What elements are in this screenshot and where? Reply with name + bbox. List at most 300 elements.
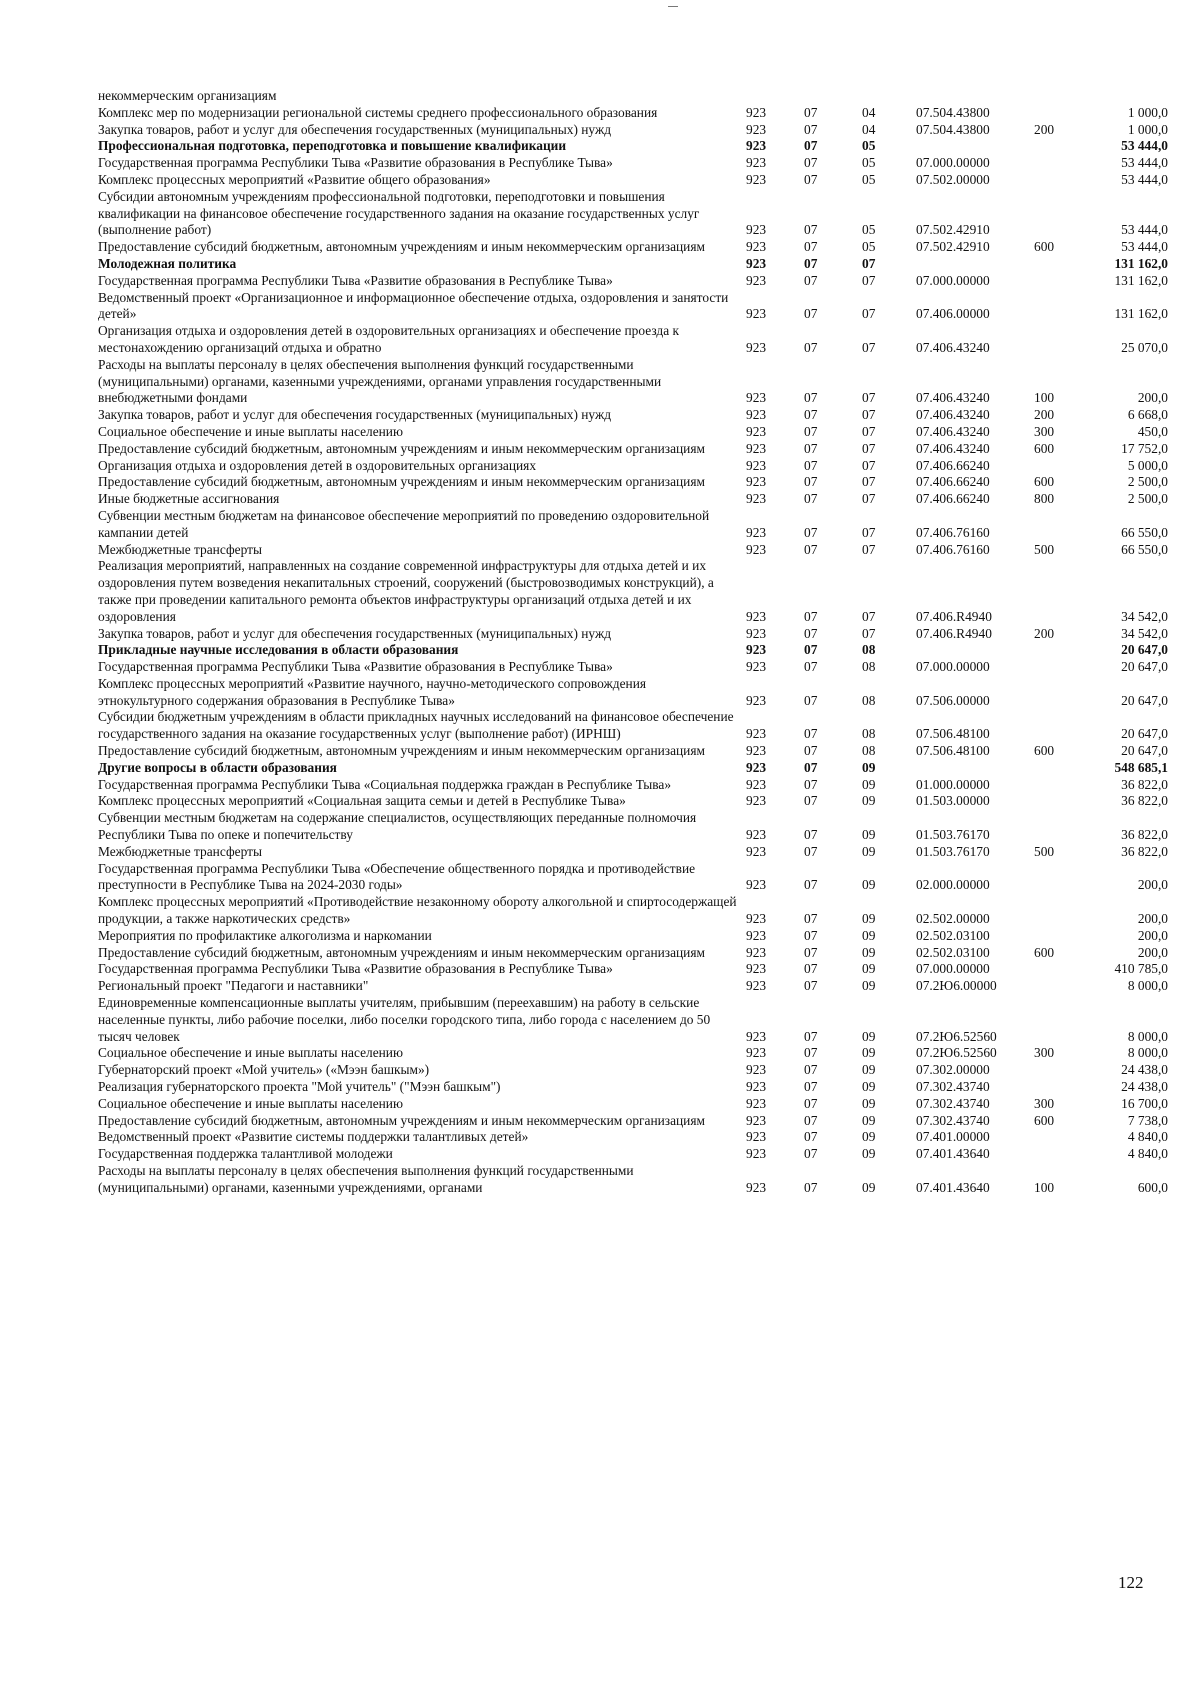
code-pr: 09 [862,944,876,960]
code-vr: 300 [1034,1095,1055,1111]
code-csr: 07.406.43240 [916,339,990,355]
amount: 8 000,0 [1127,978,1168,994]
table-row [98,861,1168,895]
amount: 36 822,0 [1121,827,1168,843]
code-vr [1034,760,1086,777]
table-row [98,1129,1168,1146]
code-vr [1034,256,1086,273]
code-gr: 923 [746,407,767,423]
code-vr: 600 [1034,743,1055,759]
code-csr: 07.401.00000 [916,1129,990,1145]
expense-name: Социальное обеспечение и иные выплаты населению [98,1045,403,1061]
table-row [98,491,1168,508]
amount: 1 000,0 [1127,104,1168,120]
expense-name: Комплекс процессных мероприятий «Противодействие незаконному обороту алкогольной и спиртосодержащей продукции, а также наркотических средств» [98,894,737,927]
code-gr: 923 [746,608,767,624]
code-gr: 923 [746,843,767,859]
code-csr: 07.502.42910 [916,239,990,255]
code-pr: 05 [862,155,876,171]
code-rz: 07 [804,793,818,809]
code-gr: 923 [746,339,767,355]
code-gr: 923 [746,1112,767,1128]
code-csr [916,256,1034,273]
code-csr: 07.506.48100 [916,726,990,742]
code-pr: 09 [862,1095,876,1111]
code-pr: 07 [862,255,876,271]
code-csr: 07.406.43240 [916,390,990,406]
code-csr: 07.302.43740 [916,1095,990,1111]
code-csr: 07.2Ю6.00000 [916,978,997,994]
table-row [98,474,1168,491]
code-gr: 923 [746,171,767,187]
expense-name: Профессиональная подготовка, переподготовка и повышение квалификации [98,138,567,154]
table-row [98,424,1168,441]
code-pr: 05 [862,138,876,154]
code-rz: 07 [804,255,818,271]
amount: 131 162,0 [1114,306,1168,322]
table-row [98,709,1168,743]
table-row [98,810,1168,844]
code-gr: 923 [746,911,767,927]
expense-name: Реализация мероприятий, направленных на создание современной инфраструктуры для отдыха детей и их оздоровления путем возведения некапитальных строений, сооружений (быстровозводимых конструкций), а также при проведении капитального ремонта объектов инфраструктуры организаций отдыха детей и их оздоровления [98,558,714,624]
code-vr [1034,1129,1086,1146]
amount: 4 840,0 [1127,1146,1168,1162]
code-vr: 300 [1034,423,1055,439]
code-pr: 09 [862,1028,876,1044]
code-vr [1034,642,1086,659]
code-vr [1034,894,1086,928]
table-row [98,323,1168,357]
amount: 410 785,0 [1114,961,1168,977]
code-csr: 07.406.43240 [916,423,990,439]
code-pr: 05 [862,222,876,238]
code-vr [1034,138,1086,155]
table-row [98,88,1168,105]
code-pr: 08 [862,642,876,658]
code-gr: 923 [746,625,767,641]
code-pr: 07 [862,407,876,423]
expense-name: Государственная программа Республики Тыва «Развитие образования в Республике Тыва» [98,272,613,288]
code-rz: 07 [804,978,818,994]
code-vr [1034,1062,1086,1079]
code-gr: 923 [746,1179,767,1195]
code-rz: 07 [804,1028,818,1044]
table-row [98,256,1168,273]
code-pr: 04 [862,121,876,137]
table-row [98,793,1168,810]
code-vr: 600 [1034,239,1055,255]
code-vr [1034,978,1086,995]
code-vr [1034,172,1086,189]
code-pr: 09 [862,961,876,977]
code-vr: 200 [1034,625,1055,641]
code-vr [1034,290,1086,324]
code-pr: 08 [862,659,876,675]
code-rz: 07 [804,1129,818,1145]
code-rz: 07 [804,843,818,859]
code-pr: 07 [862,423,876,439]
code-vr [1034,105,1086,122]
code-gr: 923 [746,776,767,792]
code-gr: 923 [746,1146,767,1162]
code-vr: 500 [1034,843,1055,859]
amount: 53 444,0 [1121,222,1168,238]
code-csr: 07.504.43800 [916,121,990,137]
expense-name: Субвенции местным бюджетам на содержание специалистов, осуществляющих переданные полномочия Республики Тыва по опеке и попечительству [98,810,697,843]
amount: 34 542,0 [1121,625,1168,641]
expense-name: Другие вопросы в области образования [98,759,337,775]
expense-name: Региональный проект "Педагоги и наставники" [98,978,369,994]
table-row [98,894,1168,928]
code-pr: 07 [862,339,876,355]
expense-name: Организация отдыха и оздоровления детей в оздоровительных организациях [98,457,537,473]
amount: 16 700,0 [1121,1095,1168,1111]
expense-name: Межбюджетные трансферты [98,843,262,859]
amount: 66 550,0 [1121,524,1168,540]
amount: 17 752,0 [1121,440,1168,456]
amount: 8 000,0 [1127,1028,1168,1044]
code-pr: 07 [862,491,876,507]
code-csr: 07.302.43740 [916,1079,990,1095]
code-vr [1034,558,1086,625]
code-pr: 07 [862,541,876,557]
code-csr: 07.406.66240 [916,457,990,473]
code-gr: 923 [746,877,767,893]
code-vr [1034,508,1086,542]
code-gr [746,88,804,105]
code-rz: 07 [804,541,818,557]
expense-name: Молодежная политика [98,255,237,271]
code-vr: 200 [1034,407,1055,423]
code-rz: 07 [804,239,818,255]
code-vr: 500 [1034,541,1055,557]
code-rz: 07 [804,1079,818,1095]
code-gr: 923 [746,1045,767,1061]
code-rz: 07 [804,642,818,658]
amount: 36 822,0 [1121,776,1168,792]
code-pr: 09 [862,759,876,775]
code-pr: 09 [862,1129,876,1145]
code-rz: 07 [804,104,818,120]
amount: 20 647,0 [1121,726,1168,742]
code-pr: 09 [862,927,876,943]
code-csr: 07.406.R4940 [916,625,992,641]
table-row [98,642,1168,659]
amount: 25 070,0 [1121,339,1168,355]
table-row [98,508,1168,542]
code-gr: 923 [746,222,767,238]
expense-name: Социальное обеспечение и иные выплаты населению [98,1095,403,1111]
code-gr: 923 [746,440,767,456]
table-row [98,1113,1168,1130]
code-pr: 08 [862,743,876,759]
code-csr: 02.000.00000 [916,877,990,893]
amount: 53 444,0 [1121,171,1168,187]
code-pr: 09 [862,843,876,859]
expense-name: Единовременные компенсационные выплаты учителям, прибывшим (переехавшим) на работу в сельские населенные пункты, либо рабочие поселки, либо поселки городского типа, либо города с населением до 50 тысяч человек [98,995,711,1044]
expense-name: некоммерческим организациям [98,88,277,103]
table-row [98,122,1168,139]
code-rz: 07 [804,121,818,137]
code-csr: 07.406.76160 [916,541,990,557]
expense-name: Государственная программа Республики Тыва «Развитие образования в Республике Тыва» [98,961,613,977]
code-csr: 01.503.00000 [916,793,990,809]
code-rz: 07 [804,306,818,322]
table-row [98,239,1168,256]
code-gr: 923 [746,474,767,490]
code-vr [1034,928,1086,945]
code-rz: 07 [804,491,818,507]
code-rz: 07 [804,1146,818,1162]
expense-name: Субвенции местным бюджетам на финансовое обеспечение мероприятий по проведению оздоровительной кампании детей [98,507,710,540]
code-gr: 923 [746,541,767,557]
code-rz: 07 [804,625,818,641]
expense-name: Расходы на выплаты персоналу в целях обеспечения выполнения функций государственными (муниципальными) органами, казенными учреждениями, органами управления государственными внебюджетными фондами [98,356,662,406]
code-csr: 07.506.00000 [916,692,990,708]
table-row [98,172,1168,189]
table-row [98,407,1168,424]
code-rz: 07 [804,927,818,943]
code-vr [1034,810,1086,844]
expense-name: Государственная программа Республики Тыва «Развитие образования в Республике Тыва» [98,155,613,171]
code-gr: 923 [746,659,767,675]
table-row [98,777,1168,794]
expense-name: Прикладные научные исследования в области образования [98,642,459,658]
code-csr: 07.504.43800 [916,104,990,120]
code-pr: 09 [862,1179,876,1195]
code-csr: 01.503.76170 [916,827,990,843]
amount: 2 500,0 [1127,474,1168,490]
table-row [98,105,1168,122]
table-row [98,558,1168,625]
code-gr: 923 [746,423,767,439]
code-pr: 09 [862,1146,876,1162]
code-gr: 923 [746,726,767,742]
code-vr: 200 [1034,121,1055,137]
table-row [98,928,1168,945]
code-rz: 07 [804,524,818,540]
code-csr: 07.406.66240 [916,491,990,507]
table-row [98,626,1168,643]
amount: 450,0 [1137,423,1168,439]
code-pr: 09 [862,911,876,927]
table-row [98,273,1168,290]
code-pr: 05 [862,239,876,255]
code-rz: 07 [804,272,818,288]
table-row [98,995,1168,1045]
amount: 200,0 [1137,927,1168,943]
table-row [98,441,1168,458]
code-vr: 800 [1034,491,1055,507]
expense-name: Организация отдыха и оздоровления детей в оздоровительных организациях и обеспечение проезда к местонахождению организаций отдыха и обратно [98,323,679,355]
code-rz: 07 [804,155,818,171]
code-rz: 07 [804,944,818,960]
amount: 53 444,0 [1121,239,1168,255]
code-vr: 600 [1034,474,1055,490]
code-pr: 09 [862,1045,876,1061]
code-pr: 07 [862,608,876,624]
amount: 53 444,0 [1121,138,1168,154]
code-gr: 923 [746,1079,767,1095]
amount: 200,0 [1137,877,1168,893]
expense-name: Иные бюджетные ассигнования [98,491,280,507]
code-pr: 07 [862,625,876,641]
expense-name: Закупка товаров, работ и услуг для обеспечения государственных (муниципальных) нужд [98,121,612,137]
code-rz: 07 [804,1062,818,1078]
amount: 36 822,0 [1121,793,1168,809]
code-pr: 09 [862,978,876,994]
expense-name: Социальное обеспечение и иные выплаты населению [98,423,403,439]
budget-table [98,88,1168,1197]
amount: 24 438,0 [1121,1079,1168,1095]
table-row [98,961,1168,978]
amount [1086,88,1168,105]
code-rz: 07 [804,608,818,624]
table-row [98,458,1168,475]
amount: 34 542,0 [1121,608,1168,624]
amount: 131 162,0 [1114,255,1168,271]
code-vr [1034,273,1086,290]
expense-name: Комплекс мер по модернизации региональной системы среднего профессионального образования [98,104,658,120]
code-gr: 923 [746,978,767,994]
expense-name: Предоставление субсидий бюджетным, автономным учреждениям и иным некоммерческим организациям [98,944,705,960]
code-rz: 07 [804,222,818,238]
code-pr: 09 [862,793,876,809]
code-csr: 07.2Ю6.52560 [916,1045,997,1061]
expense-name: Предоставление субсидий бюджетным, автономным учреждениям и иным некоммерческим организациям [98,440,705,456]
code-csr [916,760,1034,777]
code-gr: 923 [746,1095,767,1111]
code-rz: 07 [804,171,818,187]
code-gr: 923 [746,155,767,171]
code-gr: 923 [746,944,767,960]
table-row [98,945,1168,962]
code-csr: 02.502.00000 [916,911,990,927]
code-rz: 07 [804,474,818,490]
code-gr: 923 [746,759,767,775]
code-pr: 07 [862,457,876,473]
table-row [98,1163,1168,1197]
code-rz: 07 [804,407,818,423]
expense-name: Государственная поддержка талантливой молодежи [98,1146,393,1162]
code-vr [1034,155,1086,172]
code-vr [1034,995,1086,1045]
table-row [98,659,1168,676]
code-vr [1034,861,1086,895]
expense-name: Ведомственный проект «Развитие системы поддержки талантливых детей» [98,1129,529,1145]
expense-name: Расходы на выплаты персоналу в целях обеспечения выполнения функций государственными (муниципальными) органами, казенными учреждениями, органами [98,1163,634,1195]
code-rz: 07 [804,423,818,439]
amount: 200,0 [1137,911,1168,927]
table-row [98,1045,1168,1062]
code-pr: 07 [862,390,876,406]
amount: 7 738,0 [1127,1112,1168,1128]
code-csr: 07.000.00000 [916,961,990,977]
code-csr: 02.502.03100 [916,927,990,943]
expense-name: Ведомственный проект «Организационное и информационное обеспечение отдыха, оздоровления и занятости детей» [98,289,729,322]
expense-name: Комплекс процессных мероприятий «Развитие общего образования» [98,171,491,187]
table-row [98,155,1168,172]
code-pr: 09 [862,827,876,843]
table-row [98,1079,1168,1096]
code-csr [916,88,1034,105]
code-gr: 923 [746,827,767,843]
code-gr: 923 [746,524,767,540]
code-rz: 07 [804,692,818,708]
code-rz: 07 [804,827,818,843]
code-rz: 07 [804,339,818,355]
code-rz: 07 [804,743,818,759]
expense-name: Реализация губернаторского проекта "Мой учитель" ("Мээн башкым") [98,1079,501,1095]
expense-name: Межбюджетные трансферты [98,541,262,557]
expense-name: Мероприятия по профилактике алкоголизма и наркомании [98,927,432,943]
code-gr: 923 [746,961,767,977]
code-csr: 07.401.43640 [916,1179,990,1195]
code-csr [916,138,1034,155]
amount: 8 000,0 [1127,1045,1168,1061]
amount: 548 685,1 [1114,759,1168,775]
code-pr: 04 [862,104,876,120]
code-csr: 07.2Ю6.52560 [916,1028,997,1044]
code-pr: 08 [862,692,876,708]
code-pr: 05 [862,171,876,187]
code-vr [1034,961,1086,978]
code-gr: 923 [746,692,767,708]
code-vr [1034,676,1086,710]
code-pr [862,88,916,105]
amount: 20 647,0 [1121,642,1168,658]
code-gr: 923 [746,927,767,943]
expense-name: Государственная программа Республики Тыва «Социальная поддержка граждан в Республике Тыва» [98,776,672,792]
code-csr: 07.406.76160 [916,524,990,540]
code-gr: 923 [746,1028,767,1044]
code-rz: 07 [804,138,818,154]
code-vr [1034,458,1086,475]
table-row [98,542,1168,559]
code-rz: 07 [804,726,818,742]
code-gr: 923 [746,457,767,473]
code-rz: 07 [804,961,818,977]
code-vr [1034,777,1086,794]
code-vr [1034,1079,1086,1096]
code-vr [1034,709,1086,743]
code-pr: 09 [862,877,876,893]
table-row [98,1062,1168,1079]
table-row [98,760,1168,777]
expense-name: Губернаторский проект «Мой учитель» («Мээн башкым») [98,1062,430,1078]
code-vr: 300 [1034,1045,1055,1061]
code-vr: 100 [1034,390,1055,406]
code-csr: 01.503.76170 [916,843,990,859]
expense-name: Предоставление субсидий бюджетным, автономным учреждениям и иным некоммерческим организациям [98,474,705,490]
code-csr: 07.401.43640 [916,1146,990,1162]
table-row [98,138,1168,155]
code-csr: 02.502.03100 [916,944,990,960]
code-rz: 07 [804,1112,818,1128]
code-pr: 09 [862,1062,876,1078]
code-csr: 07.502.00000 [916,171,990,187]
code-csr: 07.506.48100 [916,743,990,759]
expense-name: Государственная программа Республики Тыва «Развитие образования в Республике Тыва» [98,659,613,675]
expense-name: Государственная программа Республики Тыва «Обеспечение общественного порядка и противодействие преступности в Республике Тыва на 2024-2030 годы» [98,860,696,893]
budget-table-body [98,88,1168,1197]
code-gr: 923 [746,239,767,255]
code-pr: 07 [862,272,876,288]
code-csr: 07.000.00000 [916,659,990,675]
code-rz: 07 [804,776,818,792]
code-rz: 07 [804,440,818,456]
code-pr: 07 [862,474,876,490]
